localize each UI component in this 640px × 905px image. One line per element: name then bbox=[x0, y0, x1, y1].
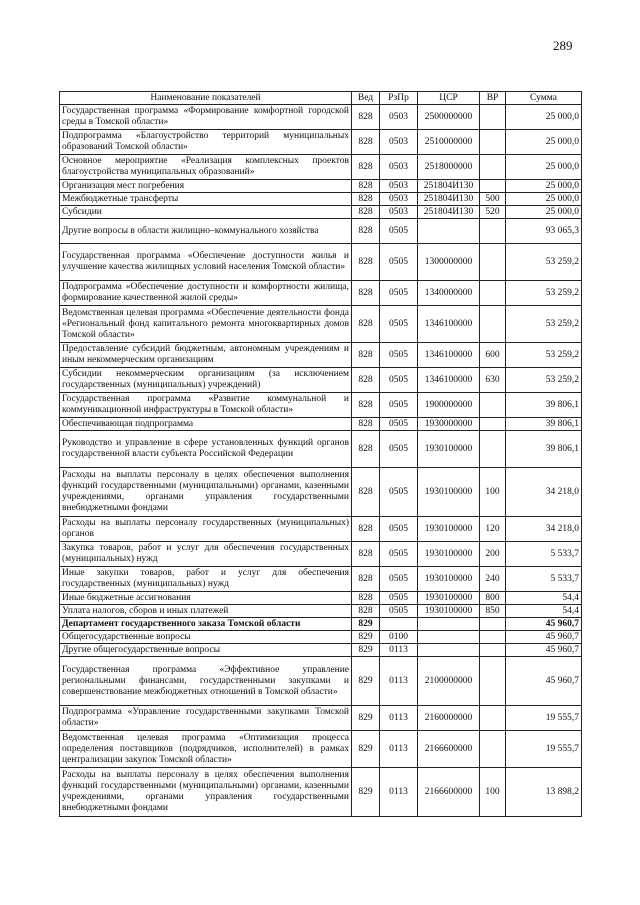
table-row bbox=[60, 731, 582, 768]
row-csr: 2166600000 bbox=[418, 768, 480, 817]
row-rzpr: 0505 bbox=[380, 592, 418, 605]
table-row bbox=[60, 517, 582, 542]
row-name: Иные закупки товаров, работ и услуг для обеспечения государственных (муниципальных) нужд bbox=[60, 567, 352, 592]
header-vr: ВР bbox=[480, 92, 506, 105]
row-csr: 1346100000 bbox=[418, 368, 480, 393]
row-name: Субсидии bbox=[60, 206, 352, 219]
row-name: Расходы на выплаты персоналу в целях обеспечения выполнения функций государственными (муниципальными) органами, казенными учреждениями, органами управления государственными внебюджетными фондами bbox=[60, 468, 352, 517]
table-row bbox=[60, 130, 582, 155]
row-vr bbox=[480, 219, 506, 244]
row-ved: 828 bbox=[352, 418, 380, 431]
row-sum: 54,4 bbox=[506, 592, 582, 605]
row-ved: 828 bbox=[352, 393, 380, 418]
row-sum: 53 259,2 bbox=[506, 281, 582, 306]
row-ved: 829 bbox=[352, 768, 380, 817]
table-row bbox=[60, 393, 582, 418]
row-name: Государственная программа «Обеспечение доступности жилья и улучшение качества жилищных условий населения Томской области» bbox=[60, 244, 352, 281]
row-ved: 828 bbox=[352, 206, 380, 219]
row-rzpr: 0505 bbox=[380, 567, 418, 592]
row-vr bbox=[480, 631, 506, 644]
row-name: Государственная программа «Развитие коммунальной и коммуникационной инфраструктуры в Томской области» bbox=[60, 393, 352, 418]
row-sum: 25 000,0 bbox=[506, 130, 582, 155]
row-rzpr: 0113 bbox=[380, 657, 418, 706]
row-csr: 1930100000 bbox=[418, 542, 480, 567]
row-csr: 251804И130 bbox=[418, 193, 480, 206]
row-name: Расходы на выплаты персоналу государственных (муниципальных) органов bbox=[60, 517, 352, 542]
table-row bbox=[60, 180, 582, 193]
row-ved: 828 bbox=[352, 468, 380, 517]
table-row bbox=[60, 343, 582, 368]
row-vr bbox=[480, 244, 506, 281]
row-sum: 25 000,0 bbox=[506, 105, 582, 130]
row-csr: 251804И130 bbox=[418, 206, 480, 219]
row-vr: 200 bbox=[480, 542, 506, 567]
row-vr: 800 bbox=[480, 592, 506, 605]
row-csr: 1340000000 bbox=[418, 281, 480, 306]
row-ved: 828 bbox=[352, 431, 380, 468]
row-name: Департамент государственного заказа Томской области bbox=[60, 618, 352, 631]
row-vr: 500 bbox=[480, 193, 506, 206]
row-ved: 828 bbox=[352, 517, 380, 542]
table-row bbox=[60, 219, 582, 244]
row-sum: 54,4 bbox=[506, 605, 582, 618]
row-csr: 2510000000 bbox=[418, 130, 480, 155]
row-name: Руководство и управление в сфере установленных функций органов государственной власти субъекта Российской Федерации bbox=[60, 431, 352, 468]
row-csr: 2518000000 bbox=[418, 155, 480, 180]
row-ved: 828 bbox=[352, 180, 380, 193]
row-rzpr: 0505 bbox=[380, 281, 418, 306]
row-csr: 2166600000 bbox=[418, 731, 480, 768]
table-row bbox=[60, 644, 582, 657]
header-rzpr: РзПр bbox=[380, 92, 418, 105]
row-csr: 1930100000 bbox=[418, 517, 480, 542]
table-row bbox=[60, 605, 582, 618]
row-rzpr: 0503 bbox=[380, 206, 418, 219]
row-rzpr: 0505 bbox=[380, 418, 418, 431]
row-vr: 520 bbox=[480, 206, 506, 219]
table-row bbox=[60, 706, 582, 731]
table-row bbox=[60, 631, 582, 644]
row-csr bbox=[418, 618, 480, 631]
row-csr: 1930100000 bbox=[418, 431, 480, 468]
row-vr: 120 bbox=[480, 517, 506, 542]
row-csr: 251804И130 bbox=[418, 180, 480, 193]
row-sum: 25 000,0 bbox=[506, 193, 582, 206]
row-rzpr: 0113 bbox=[380, 731, 418, 768]
row-ved: 828 bbox=[352, 244, 380, 281]
table-row bbox=[60, 244, 582, 281]
row-name: Закупка товаров, работ и услуг для обеспечения государственных (муниципальных) нужд bbox=[60, 542, 352, 567]
row-csr: 1930100000 bbox=[418, 605, 480, 618]
row-name: Субсидии некоммерческим организациям (за исключением государственных (муниципальных) учреждений) bbox=[60, 368, 352, 393]
row-vr bbox=[480, 431, 506, 468]
row-ved: 829 bbox=[352, 644, 380, 657]
row-name: Расходы на выплаты персоналу в целях обеспечения выполнения функций государственными (муниципальными) органами, казенными учреждениями, органами управления государственными внебюджетными фондами bbox=[60, 768, 352, 817]
row-sum: 39 806,1 bbox=[506, 393, 582, 418]
row-name: Общегосударственные вопросы bbox=[60, 631, 352, 644]
row-ved: 828 bbox=[352, 193, 380, 206]
row-ved: 828 bbox=[352, 281, 380, 306]
row-rzpr: 0505 bbox=[380, 244, 418, 281]
row-ved: 828 bbox=[352, 306, 380, 343]
row-name: Подпрограмма «Благоустройство территорий муниципальных образований Томской области» bbox=[60, 130, 352, 155]
row-sum: 25 000,0 bbox=[506, 206, 582, 219]
row-csr: 1346100000 bbox=[418, 343, 480, 368]
row-rzpr: 0113 bbox=[380, 644, 418, 657]
row-rzpr: 0505 bbox=[380, 393, 418, 418]
row-sum: 25 000,0 bbox=[506, 180, 582, 193]
row-vr bbox=[480, 706, 506, 731]
row-vr: 240 bbox=[480, 567, 506, 592]
row-ved: 828 bbox=[352, 130, 380, 155]
row-ved: 828 bbox=[352, 219, 380, 244]
row-sum: 45 960,7 bbox=[506, 618, 582, 631]
row-sum: 39 806,1 bbox=[506, 418, 582, 431]
row-name: Уплата налогов, сборов и иных платежей bbox=[60, 605, 352, 618]
row-sum: 13 898,2 bbox=[506, 768, 582, 817]
row-rzpr: 0505 bbox=[380, 343, 418, 368]
row-csr: 2100000000 bbox=[418, 657, 480, 706]
row-rzpr: 0503 bbox=[380, 193, 418, 206]
row-ved: 829 bbox=[352, 631, 380, 644]
row-rzpr: 0505 bbox=[380, 368, 418, 393]
row-sum: 34 218,0 bbox=[506, 468, 582, 517]
row-sum: 5 533,7 bbox=[506, 567, 582, 592]
row-name: Основное мероприятие «Реализация комплексных проектов благоустройства муниципальных образований» bbox=[60, 155, 352, 180]
row-ved: 828 bbox=[352, 592, 380, 605]
table-row bbox=[60, 592, 582, 605]
row-csr: 1300000000 bbox=[418, 244, 480, 281]
row-vr bbox=[480, 281, 506, 306]
row-ved: 828 bbox=[352, 155, 380, 180]
row-ved: 829 bbox=[352, 731, 380, 768]
row-rzpr: 0505 bbox=[380, 468, 418, 517]
row-vr: 100 bbox=[480, 468, 506, 517]
row-vr bbox=[480, 155, 506, 180]
table-row bbox=[60, 306, 582, 343]
row-name: Иные бюджетные ассигнования bbox=[60, 592, 352, 605]
row-vr bbox=[480, 306, 506, 343]
table-row bbox=[60, 206, 582, 219]
header-name: Наименование показателей bbox=[60, 92, 352, 105]
table-row bbox=[60, 657, 582, 706]
row-sum: 5 533,7 bbox=[506, 542, 582, 567]
row-name: Обеспечивающая подпрограмма bbox=[60, 418, 352, 431]
table-row bbox=[60, 418, 582, 431]
row-sum: 53 259,2 bbox=[506, 368, 582, 393]
row-name: Предоставление субсидий бюджетным, автономным учреждениям и иным некоммерческим организациям bbox=[60, 343, 352, 368]
page-number: 289 bbox=[553, 38, 573, 53]
row-ved: 828 bbox=[352, 605, 380, 618]
row-sum: 45 960,7 bbox=[506, 657, 582, 706]
row-sum: 19 555,7 bbox=[506, 731, 582, 768]
row-csr: 2500000000 bbox=[418, 105, 480, 130]
row-name: Межбюджетные трансферты bbox=[60, 193, 352, 206]
row-csr: 1930100000 bbox=[418, 468, 480, 517]
row-name: Государственная программа «Формирование комфортной городской среды в Томской области» bbox=[60, 105, 352, 130]
table-row bbox=[60, 542, 582, 567]
row-vr bbox=[480, 644, 506, 657]
row-vr bbox=[480, 731, 506, 768]
row-rzpr: 0113 bbox=[380, 768, 418, 817]
row-rzpr bbox=[380, 618, 418, 631]
table-row bbox=[60, 768, 582, 817]
row-name: Организация мест погребения bbox=[60, 180, 352, 193]
row-rzpr: 0505 bbox=[380, 431, 418, 468]
table-row bbox=[60, 431, 582, 468]
row-sum: 34 218,0 bbox=[506, 517, 582, 542]
row-vr: 600 bbox=[480, 343, 506, 368]
row-ved: 829 bbox=[352, 618, 380, 631]
table-row bbox=[60, 105, 582, 130]
row-name: Другие общегосударственные вопросы bbox=[60, 644, 352, 657]
row-ved: 828 bbox=[352, 343, 380, 368]
table-row bbox=[60, 567, 582, 592]
row-rzpr: 0113 bbox=[380, 706, 418, 731]
row-csr: 1930100000 bbox=[418, 567, 480, 592]
row-vr bbox=[480, 180, 506, 193]
row-sum: 53 259,2 bbox=[506, 306, 582, 343]
table-row bbox=[60, 193, 582, 206]
row-rzpr: 0505 bbox=[380, 517, 418, 542]
table-row bbox=[60, 155, 582, 180]
row-rzpr: 0505 bbox=[380, 306, 418, 343]
row-vr bbox=[480, 618, 506, 631]
row-sum: 93 065,3 bbox=[506, 219, 582, 244]
row-vr bbox=[480, 130, 506, 155]
row-name: Ведомственная целевая программа «Обеспечение деятельности фонда «Региональный фонд капитального ремонта многоквартирных домов Томской области» bbox=[60, 306, 352, 343]
row-ved: 829 bbox=[352, 706, 380, 731]
row-sum: 53 259,2 bbox=[506, 343, 582, 368]
row-csr: 1900000000 bbox=[418, 393, 480, 418]
row-rzpr: 0503 bbox=[380, 180, 418, 193]
row-rzpr: 0503 bbox=[380, 105, 418, 130]
row-sum: 45 960,7 bbox=[506, 644, 582, 657]
row-rzpr: 0100 bbox=[380, 631, 418, 644]
header-csr: ЦСР bbox=[418, 92, 480, 105]
row-vr bbox=[480, 418, 506, 431]
row-name: Подпрограмма «Обеспечение доступности и комфортности жилища, формирование качественной жилой среды» bbox=[60, 281, 352, 306]
row-sum: 45 960,7 bbox=[506, 631, 582, 644]
row-name: Ведомственная целевая программа «Оптимизация процесса определения поставщиков (подрядчиков, исполнителей) в рамках централизации закупок Томской области» bbox=[60, 731, 352, 768]
row-rzpr: 0503 bbox=[380, 155, 418, 180]
row-vr: 850 bbox=[480, 605, 506, 618]
table-row bbox=[60, 281, 582, 306]
table-row bbox=[60, 368, 582, 393]
row-name: Подпрограмма «Управление государственными закупками Томской области» bbox=[60, 706, 352, 731]
row-vr: 100 bbox=[480, 768, 506, 817]
row-sum: 53 259,2 bbox=[506, 244, 582, 281]
row-rzpr: 0503 bbox=[380, 130, 418, 155]
row-csr bbox=[418, 644, 480, 657]
row-csr: 2160000000 bbox=[418, 706, 480, 731]
row-sum: 19 555,7 bbox=[506, 706, 582, 731]
table-row bbox=[60, 468, 582, 517]
table-header-row bbox=[60, 92, 582, 105]
row-rzpr: 0505 bbox=[380, 219, 418, 244]
header-ved: Вед bbox=[352, 92, 380, 105]
row-vr bbox=[480, 657, 506, 706]
table-body bbox=[60, 105, 582, 817]
header-sum: Сумма bbox=[506, 92, 582, 105]
row-sum: 39 806,1 bbox=[506, 431, 582, 468]
row-ved: 828 bbox=[352, 567, 380, 592]
row-ved: 828 bbox=[352, 542, 380, 567]
row-vr: 630 bbox=[480, 368, 506, 393]
row-rzpr: 0505 bbox=[380, 542, 418, 567]
row-csr bbox=[418, 219, 480, 244]
row-sum: 25 000,0 bbox=[506, 155, 582, 180]
table-row bbox=[60, 618, 582, 631]
row-ved: 828 bbox=[352, 368, 380, 393]
row-csr bbox=[418, 631, 480, 644]
row-csr: 1930000000 bbox=[418, 418, 480, 431]
row-name: Другие вопросы в области жилищно–коммунального хозяйства bbox=[60, 219, 352, 244]
row-vr bbox=[480, 393, 506, 418]
row-csr: 1930100000 bbox=[418, 592, 480, 605]
row-ved: 828 bbox=[352, 105, 380, 130]
row-vr bbox=[480, 105, 506, 130]
budget-table bbox=[59, 91, 582, 817]
row-name: Государственная программа «Эффективное управление региональными финансами, государственными закупками и совершенствование межбюджетных отношений в Томской области» bbox=[60, 657, 352, 706]
row-ved: 829 bbox=[352, 657, 380, 706]
row-csr: 1346100000 bbox=[418, 306, 480, 343]
row-rzpr: 0505 bbox=[380, 605, 418, 618]
